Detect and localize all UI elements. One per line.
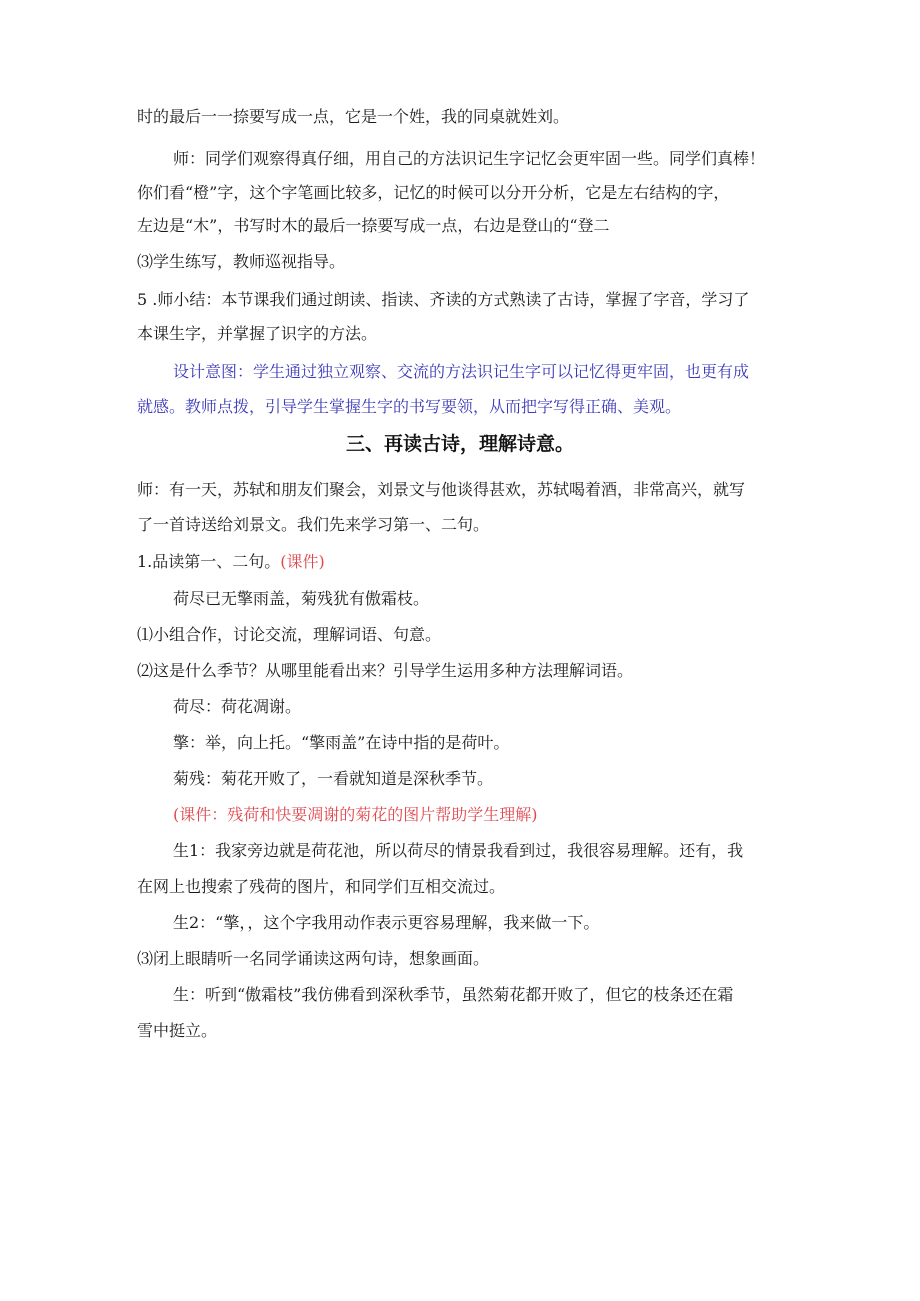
teacher-summary-line: 本课生字，并掌握了识字的方法。 bbox=[137, 324, 378, 343]
text-line: 时的最后一一捺要写成一点，它是一个姓，我的同桌就姓刘。 bbox=[137, 107, 570, 126]
word-gloss: 擎：举，向上托。“擎雨盖”在诗中指的是荷叶。 bbox=[173, 733, 510, 752]
sub-step: ⑴小组合作，讨论交流，理解词语、句意。 bbox=[137, 625, 442, 644]
step-item bbox=[137, 550, 797, 574]
design-intent-line: 设计意图：学生通过独立观察、交流的方法识记生字可以记忆得更牢固，也更有成 bbox=[173, 362, 750, 381]
courseware-tag: (课件) bbox=[280, 552, 325, 571]
teacher-summary-line: 5 .师小结：本节课我们通过朗读、指读、齐读的方式熟读了古诗，掌握了字音，学习了 bbox=[137, 290, 750, 309]
word-gloss: 菊残：菊花开败了，一看就知道是深秋季节。 bbox=[173, 769, 494, 788]
sub-step: ⑵这是什么季节？从哪里能看出来？引导学生运用多种方法理解词语。 bbox=[137, 661, 634, 680]
teacher-intro-line: 师：有一天，苏轼和朋友们聚会，刘景文与他谈得甚欢，苏轼喝着酒，非常高兴，就写 bbox=[137, 480, 746, 499]
student-response-line: 在网上也搜索了残荷的图片，和同学们互相交流过。 bbox=[137, 877, 506, 896]
step-practice: ⑶学生练写，教师巡视指导。 bbox=[137, 252, 346, 271]
teacher-remark-line: 左边是“木”，书写时木的最后一捺要写成一点，右边是登山的“登二 bbox=[137, 216, 610, 235]
teacher-remark-line: 你们看“橙”字，这个字笔画比较多，记忆的时候可以分开分析，它是左右结构的字， bbox=[137, 183, 730, 202]
step-item-text: 1.品读第一、二句。 bbox=[137, 552, 281, 571]
teacher-remark-line: 师：同学们观察得真仔细，用自己的方法识记生字记忆会更牢固一些。同学们真棒！ bbox=[173, 149, 766, 168]
sub-step: ⑶闭上眼睛听一名同学诵读这两句诗，想象画面。 bbox=[137, 949, 490, 968]
student-response-line: 生1：我家旁边就是荷花池，所以荷尽的情景我看到过，我很容易理解。还有，我 bbox=[173, 841, 744, 860]
courseware-note: (课件：残荷和快要凋谢的菊花的图片帮助学生理解) bbox=[173, 805, 538, 824]
student-response-line: 生2：“擎，，这个字我用动作表示更容易理解，我来做一下。 bbox=[173, 913, 600, 932]
poem-line: 荷尽已无擎雨盖，菊残犹有傲霜枝。 bbox=[173, 589, 430, 608]
word-gloss: 荷尽：荷花凋谢。 bbox=[173, 697, 302, 716]
design-intent-line: 就感。教师点拨，引导学生掌握生字的书写要领，从而把字写得正确、美观。 bbox=[137, 397, 682, 416]
teacher-intro-line: 了一首诗送给刘景文。我们先来学习第一、二句。 bbox=[137, 515, 490, 534]
section-heading: 三、再读古诗，理解诗意。 bbox=[345, 433, 574, 455]
student-response-line: 雪中挺立。 bbox=[137, 1021, 218, 1040]
student-response-line: 生：听到“傲霜枝”我仿佛看到深秋季节，虽然菊花都开败了，但它的枝条还在霜 bbox=[173, 985, 734, 1004]
